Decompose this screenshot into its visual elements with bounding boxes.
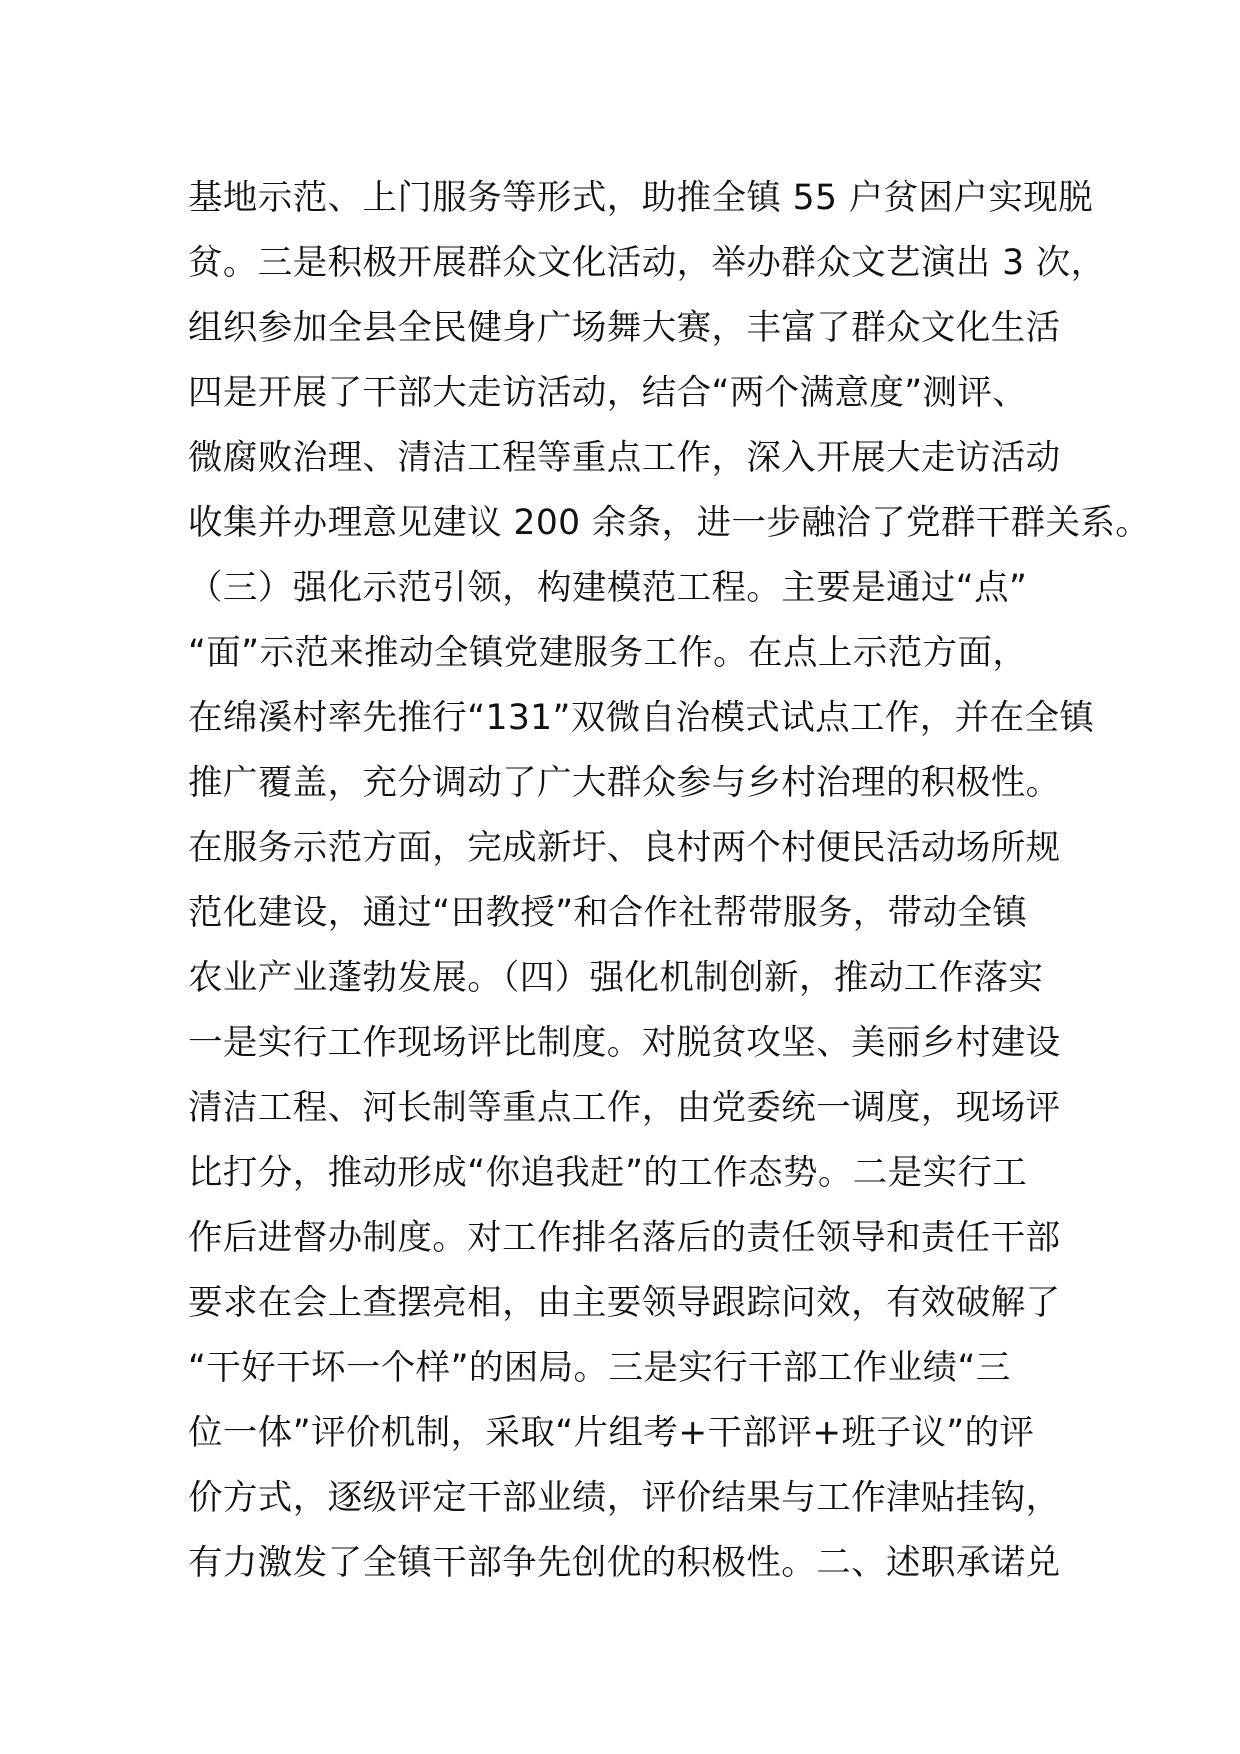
- text-line: 微腐败治理、清洁工程等重点工作，深入开展大走访活动: [188, 438, 1061, 478]
- text-line: 推广覆盖，充分调动了广大群众参与乡村治理的积极性。: [188, 763, 1061, 803]
- text-line: 要求在会上查摆亮相，由主要领导跟踪问效，有效破解了: [188, 1283, 1061, 1323]
- text-line: 作后进督办制度。对工作排名落后的责任领导和责任干部: [188, 1218, 1061, 1258]
- body-text: [188, 166, 1151, 1596]
- text-line: 价方式，逐级评定干部业绩，评价结果与工作津贴挂钩，: [188, 1478, 1061, 1518]
- text-line: 范化建设，通过“田教授”和合作社帮带服务，带动全镇: [188, 893, 1028, 933]
- text-line: （三）强化示范引领，构建模范工程。主要是通过“点”: [188, 568, 1028, 608]
- text-line: 四是开展了干部大走访活动，结合“两个满意度”测评、: [188, 373, 1028, 413]
- text-line: 在绵溪村率先推行“131”双微自治模式试点工作，并在全镇: [188, 698, 1095, 738]
- text-line: 在服务示范方面，完成新圩、良村两个村便民活动场所规: [188, 828, 1061, 868]
- text-line: 清洁工程、河长制等重点工作，由党委统一调度，现场评: [188, 1088, 1061, 1128]
- text-line: “面”示范来推动全镇党建服务工作。在点上示范方面，: [188, 633, 1028, 673]
- text-line: 位一体”评价机制，采取“片组考+干部评+班子议”的评: [188, 1413, 1035, 1453]
- text-line: 比打分，推动形成“你追我赶”的工作态势。二是实行工: [188, 1153, 1028, 1193]
- text-line: “干好干坏一个样”的困局。三是实行干部工作业绩“三: [188, 1348, 1011, 1388]
- text-line: 组织参加全县全民健身广场舞大赛，丰富了群众文化生活: [188, 308, 1061, 348]
- text-line: 贫。三是积极开展群众文化活动，举办群众文艺演出 3 次，: [188, 243, 1106, 283]
- text-line: 基地示范、上门服务等形式，助推全镇 55 户贫困户实现脱: [188, 178, 1094, 218]
- text-line: 一是实行工作现场评比制度。对脱贫攻坚、美丽乡村建设: [188, 1023, 1061, 1063]
- text-line: 有力激发了全镇干部争先创优的积极性。二、述职承诺兑: [188, 1543, 1061, 1583]
- text-line: 收集并办理意见建议 200 余条，进一步融洽了党群干群关系。: [188, 503, 1151, 543]
- text-line: 农业产业蓬勃发展。（四）强化机制创新，推动工作落实: [188, 958, 1044, 998]
